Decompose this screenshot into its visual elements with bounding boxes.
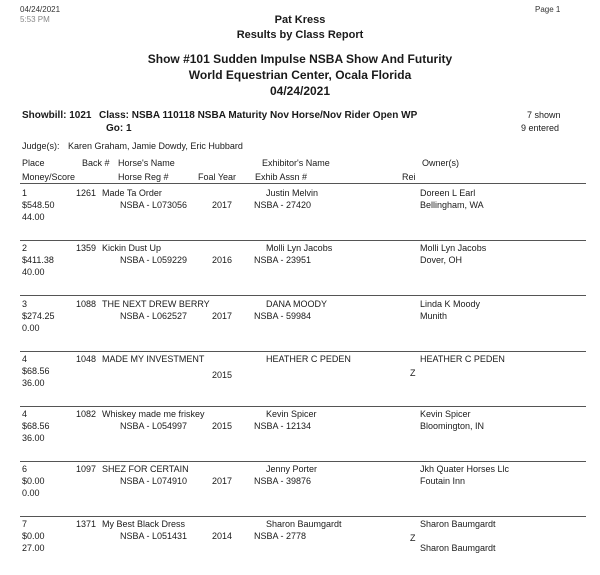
cell-back: 1048	[76, 354, 97, 364]
class-label: Class: NSBA 110118 NSBA Maturity Nov Horse/Nov Rider Open WP	[99, 110, 418, 121]
cell-score: 44.00	[22, 212, 45, 222]
cell-place: 1	[22, 188, 28, 198]
table-row	[0, 464, 600, 520]
cell-reg: NSBA - L059229	[120, 255, 188, 265]
cell-assn: NSBA - 2778	[254, 531, 307, 541]
cell-exhibitor: Sharon Baumgardt	[266, 519, 342, 529]
page-number: Page 1	[535, 5, 561, 14]
cell-foal: 2017	[212, 311, 233, 321]
cell-owner: Molli Lyn Jacobs	[420, 243, 487, 253]
print-time: 5:53 PM	[20, 15, 50, 24]
show-date: 04/24/2021	[269, 84, 331, 98]
cell-back: 1261	[76, 188, 97, 198]
cell-foal: 2017	[212, 476, 233, 486]
report-title: Results by Class Report	[236, 29, 364, 41]
cell-reg: NSBA - L054997	[120, 421, 188, 431]
cell-score: 36.00	[22, 433, 45, 443]
print-date: 04/24/2021	[20, 5, 61, 14]
row-divider	[20, 406, 586, 407]
cell-reg: NSBA - L073056	[120, 200, 188, 210]
cell-reg: NSBA - L074910	[120, 476, 188, 486]
col-rei: Rei	[402, 172, 416, 182]
cell-back: 1097	[76, 464, 97, 474]
cell-owner2: Foutain Inn	[420, 476, 466, 486]
cell-exhibitor: Justin Melvin	[266, 188, 319, 198]
cell-foal: 2016	[212, 255, 233, 265]
cell-owner2: Sharon Baumgardt	[420, 543, 496, 553]
cell-score: 0.00	[22, 323, 40, 333]
cell-exhibitor: Molli Lyn Jacobs	[266, 243, 333, 253]
cell-place: 4	[22, 409, 28, 419]
col-exhibitor-name: Exhibitor's Name	[262, 158, 330, 168]
cell-owner2: Bloomington, IN	[420, 421, 485, 431]
cell-place: 7	[22, 519, 28, 529]
shown-count: 7 shown	[527, 110, 561, 120]
cell-horse: THE NEXT DREW BERRY	[102, 299, 210, 309]
cell-owner: Sharon Baumgardt	[420, 519, 496, 529]
col-place: Place	[22, 158, 45, 168]
cell-rei: Z	[410, 533, 416, 543]
cell-owner2: Bellingham, WA	[420, 200, 484, 210]
table-row	[0, 409, 600, 465]
cell-score: 36.00	[22, 378, 45, 388]
cell-foal: 2015	[212, 370, 233, 380]
cell-assn: NSBA - 27420	[254, 200, 312, 210]
judges-list: Karen Graham, Jamie Dowdy, Eric Hubbard	[68, 141, 243, 151]
cell-owner: Linda K Moody	[420, 299, 481, 309]
cell-place: 4	[22, 354, 28, 364]
col-money-score: Money/Score	[22, 172, 76, 182]
row-divider	[20, 516, 586, 517]
cell-horse: MADE MY INVESTMENT	[102, 354, 205, 364]
cell-owner2: Dover, OH	[420, 255, 463, 265]
col-horse-name: Horse's Name	[118, 158, 175, 168]
cell-foal: 2015	[212, 421, 233, 431]
cell-money: $0.00	[22, 476, 45, 486]
row-divider	[20, 240, 586, 241]
cell-score: 0.00	[22, 488, 40, 498]
judges-label: Judge(s):	[22, 141, 60, 151]
cell-owner: HEATHER C PEDEN	[420, 354, 505, 364]
cell-money: $68.56	[22, 366, 50, 376]
cell-horse: SHEZ FOR CERTAIN	[102, 464, 189, 474]
cell-owner: Kevin Spicer	[420, 409, 471, 419]
report-owner: Pat Kress	[274, 14, 326, 26]
cell-rei: Z	[410, 368, 416, 378]
go-label: Go: 1	[106, 123, 132, 134]
cell-reg: NSBA - L051431	[120, 531, 188, 541]
cell-foal: 2017	[212, 200, 233, 210]
cell-exhibitor: Kevin Spicer	[266, 409, 317, 419]
cell-horse: Whiskey made me friskey	[102, 409, 205, 419]
cell-assn: NSBA - 12134	[254, 421, 312, 431]
cell-score: 40.00	[22, 267, 45, 277]
row-divider	[20, 351, 586, 352]
cell-back: 1088	[76, 299, 97, 309]
cell-score: 27.00	[22, 543, 45, 553]
cell-horse: Made Ta Order	[102, 188, 162, 198]
cell-exhibitor: Jenny Porter	[266, 464, 318, 474]
row-divider	[20, 295, 586, 296]
cell-back: 1359	[76, 243, 97, 253]
cell-reg: NSBA - L062527	[120, 311, 188, 321]
show-line: Show #101 Sudden Impulse NSBA Show And Futurity	[147, 52, 453, 66]
col-back: Back #	[82, 158, 110, 168]
cell-money: $274.25	[22, 311, 55, 321]
table-row	[0, 299, 600, 355]
table-row	[0, 519, 600, 575]
cell-exhibitor: HEATHER C PEDEN	[266, 354, 351, 364]
cell-back: 1371	[76, 519, 97, 529]
cell-place: 3	[22, 299, 28, 309]
cell-assn: NSBA - 39876	[254, 476, 312, 486]
cell-horse: Kickin Dust Up	[102, 243, 162, 253]
entered-count: 9 entered	[521, 123, 560, 133]
cell-money: $68.56	[22, 421, 50, 431]
showbill: Showbill: 1021	[22, 110, 92, 121]
cell-exhibitor: DANA MOODY	[266, 299, 328, 309]
col-horse-reg: Horse Reg #	[118, 172, 169, 182]
venue: World Equestrian Center, Ocala Florida	[188, 68, 412, 82]
col-exhib-assn: Exhib Assn #	[255, 172, 308, 182]
cell-place: 2	[22, 243, 28, 253]
table-row	[0, 243, 600, 299]
table-row	[0, 354, 600, 410]
cell-money: $0.00	[22, 531, 45, 541]
col-owners: Owner(s)	[422, 158, 460, 168]
cell-assn: NSBA - 59984	[254, 311, 312, 321]
cell-foal: 2014	[212, 531, 233, 541]
col-foal-year: Foal Year	[198, 172, 237, 182]
cell-horse: My Best Black Dress	[102, 519, 186, 529]
cell-money: $548.50	[22, 200, 55, 210]
cell-owner: Doreen L Earl	[420, 188, 476, 198]
cell-place: 6	[22, 464, 28, 474]
row-divider	[20, 461, 586, 462]
header-divider	[20, 183, 586, 184]
table-row	[0, 188, 600, 244]
cell-back: 1082	[76, 409, 97, 419]
cell-owner: Jkh Quater Horses Llc	[420, 464, 510, 474]
cell-money: $411.38	[22, 255, 54, 265]
cell-owner2: Munith	[420, 311, 448, 321]
cell-assn: NSBA - 23951	[254, 255, 312, 265]
